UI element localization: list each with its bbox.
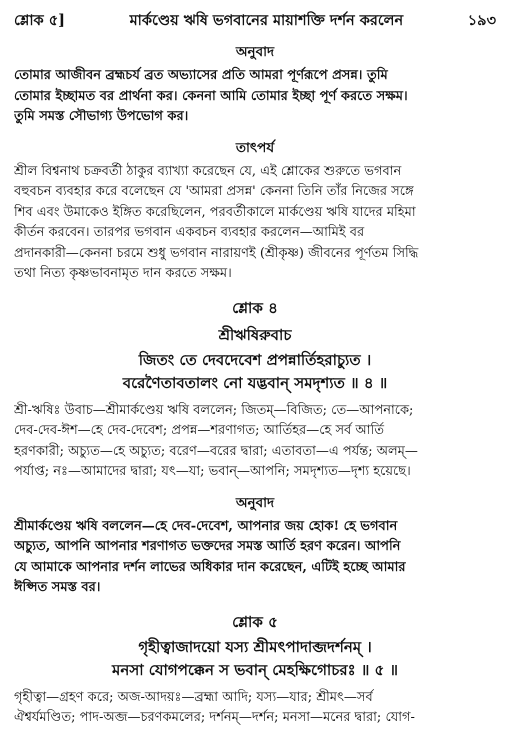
purport-paragraph bbox=[14, 162, 496, 285]
text-line: তথা নিত্য কৃষ্ণভাবনামৃত দান করতে সক্ষম। bbox=[14, 266, 232, 281]
text-line: তোমার ইচ্ছামত বর প্রার্থনা কর। কেননা আমি তোমার ইচ্ছা পূর্ণ করতে সক্ষম। bbox=[14, 88, 408, 104]
synonyms-4 bbox=[14, 401, 496, 483]
running-header bbox=[14, 10, 496, 32]
page-number: ১৯৩ bbox=[467, 12, 496, 29]
text-line: ঐশ্বর্যমণ্ডিত; পাদ-অব্জ—চরণকমলের; দর্শনম্—দর্শন; মনসা—মনের দ্বারা; যোগ- bbox=[14, 710, 415, 725]
text-line: দেব-দেব-ঈশ—হে দেব-দেবেশ; প্রপন্ন—শরণাগত; আর্তিহর—হে সর্ব আর্তি bbox=[14, 423, 385, 438]
text-line: গৃহীত্বা—গ্রহণ করে; অজ-আদয়ঃ—ব্রহ্মা আদি; যস্য—যার; শ্রীমৎ—সর্ব bbox=[14, 689, 373, 705]
text-line: তোমার আজীবন ব্রহ্মচর্য ব্রত অভ্যাসের প্রতি আমরা পূর্ণরূপে প্রসন্ন। তুমি bbox=[14, 68, 388, 83]
text-line: তুমি সমস্ত সৌভাগ্য উপভোগ কর। bbox=[14, 109, 189, 124]
text-line: শ্রীল বিশ্বনাথ চক্রবর্তী ঠাকুর ব্যাখ্যা করেছেন যে, এই শ্লোকের শুরুতে ভগবান bbox=[14, 163, 402, 179]
verse-line: জিতং তে দেবদেবেশ প্রপন্নার্তিহরাচ্যুত । bbox=[138, 350, 372, 369]
purport-heading: তাৎপর্য bbox=[235, 139, 275, 156]
synonyms-5 bbox=[14, 688, 496, 729]
text-line: বহুবচন ব্যবহার করে বলেছেন যে 'আমরা প্রসন্ন' কেননা তিনি তাঁর নিজের সঙ্গে bbox=[14, 184, 414, 199]
text-line: কীর্তন করবেন। তারপর ভগবান একবচন ব্যবহার করলেন—আমিই বর bbox=[14, 225, 365, 240]
text-line: শ্রী-ঋষিঃ উবাচ—শ্রীমার্কণ্ডেয় ঋষি বললেন; জিতম্—বিজিত; তে—আপনাকে; bbox=[14, 402, 414, 418]
verse-5-text bbox=[14, 636, 496, 682]
verse-line: গৃহীত্বাজাদয়ো যস্য শ্রীমৎপাদাব্জদর্শনম্ । bbox=[138, 637, 372, 656]
text-line: শিব এবং উমাকেও ইঙ্গিত করেছিলেন, পরবর্তীকালে মার্কণ্ডেয় ঋষি যাদের মহিমা bbox=[14, 204, 416, 220]
verse-4-label: শ্লোক ৪ bbox=[232, 298, 278, 317]
header-title: মার্কণ্ডেয় ঋষি ভগবানের মায়াশক্তি দর্শন করলেন bbox=[129, 12, 404, 29]
verse-5-label: শ্লোক ৫ bbox=[232, 612, 278, 631]
text-line: ঈপ্সিত সমস্ত বর। bbox=[14, 580, 101, 595]
verse-line: বরেণৈতাবতালং নো যদ্ভবান্ সমদৃশ্যত ॥ ৪ ॥ bbox=[122, 373, 388, 392]
book-page bbox=[14, 10, 496, 729]
verse-line: মনসা যোগপক্কেন স ভবান্ মেহক্ষিগোচরঃ ॥ ৫ ॥ bbox=[112, 660, 398, 679]
translation-paragraph bbox=[14, 66, 496, 128]
header-chapter-ref: শ্লোক ৫] bbox=[14, 12, 66, 29]
translation-heading: অনুবাদ bbox=[235, 44, 275, 60]
text-line: অচ্যুত, আপনি আপনার শরণাগত ভক্তদের সমস্ত আর্তি হরণ করেন। আপনি bbox=[14, 539, 401, 554]
text-line: যে আমাকে আপনার দর্শন লাভের অধিকার দান করেছেন, এটিই হচ্ছে আমার bbox=[14, 559, 406, 575]
translation-4-heading: অনুবাদ bbox=[235, 494, 275, 511]
translation-4-paragraph bbox=[14, 517, 496, 599]
text-line: শ্রীমার্কণ্ডেয় ঋষি বললেন—হে দেব-দেবেশ, আপনার জয় হোক! হে ভগবান bbox=[14, 518, 398, 534]
verse-4-text bbox=[14, 349, 496, 395]
text-line: প্রদানকারী—কেননা চরমে শুধু ভগবান নারায়ণই (শ্রীকৃষ্ণ) জীবনের পূর্ণতম সিদ্ধি bbox=[14, 245, 419, 261]
text-line: পর্যাপ্ত; নঃ—আমাদের দ্বারা; যৎ—যা; ভবান্—আপনি; সমদৃশ্যত—দৃশ্য হয়েছে। bbox=[14, 464, 411, 479]
verse-4-speaker: শ্রীঋষিরুবাচ bbox=[218, 325, 292, 344]
text-line: হরণকারী; অচ্যুত—হে অচ্যুত; বরেণ—বরের দ্বারা; এতাবতা—এ পর্যন্ত; অলম্— bbox=[14, 443, 418, 459]
